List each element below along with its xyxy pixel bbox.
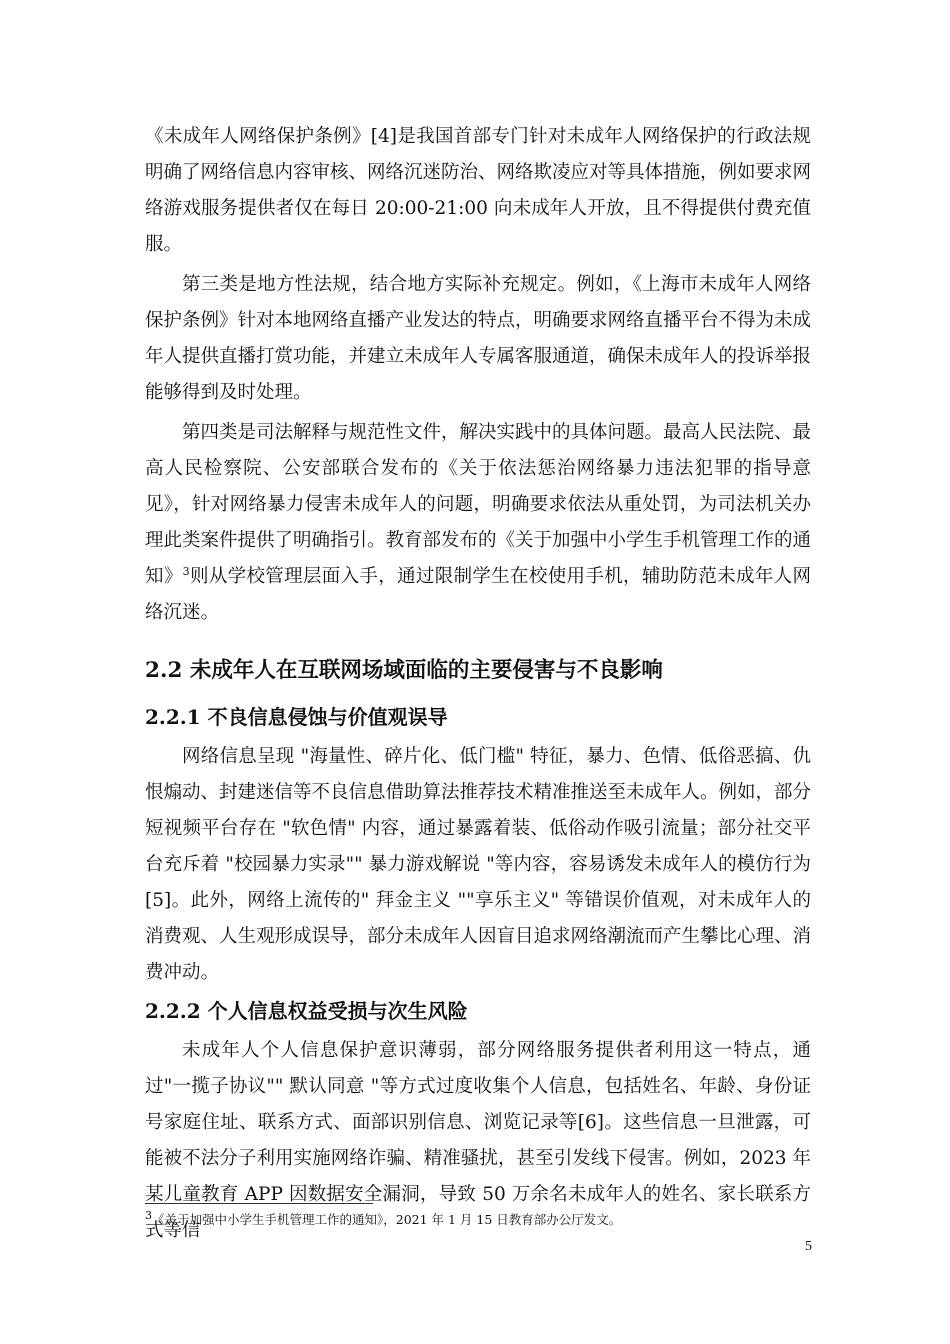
paragraph-personal-information: 未成年人个人信息保护意识薄弱，部分网络服务提供者利用这一特点，通过"一揽子协议"" 默认同意 "等方式过度收集个人信息，包括姓名、年龄、身份证号家庭住址、联系方式、面部识别信息、浏览记录等[6]。这些信息一旦泄露，可能被不法分子利用实施网络诈骗、精准骚扰，甚至引发线下侵害。例如，2023 年某儿童教育 APP 因数据安全漏洞，导致 50 万余名未成年人的姓名、家长联系方式等信 — [145, 1040, 811, 1241]
subsection-heading-2-2-2: 2.2.2 个人信息权益受损与次生风险 — [145, 999, 468, 1023]
paragraph-regulation-intro: 《未成年人网络保护条例》[4]是我国首部专门针对未成年人网络保护的行政法规明确了网络信息内容审核、网络沉迷防治、网络欺凌应对等具体措施，例如要求网络游戏服务提供者仅在每日 20:00-21:00 向未成年人开放，且不得提供付费充值服。 — [145, 126, 812, 255]
paragraph-judicial-interpretations — [145, 415, 811, 631]
footnote-reference: 3 — [182, 564, 190, 578]
page-number: 5 — [805, 1239, 812, 1254]
paragraph-harmful-information: 网络信息呈现 "海量性、碎片化、低门槛" 特征，暴力、色情、低俗恶搞、仇恨煽动、封建迷信等不良信息借助算法推荐技术精准推送至未成年人。例如，部分短视频平台存在 "软色情" 内容，通过暴露着装、低俗动作吸引流量；部分社交平台充斥着 "校园暴力实录"" 暴力游戏解说 "等内容，容易诱发未成年人的模仿行为[5]。此外，网络上流传的" 拜金主义 ""享乐主义" 等错误价值观，对未成年人的消费观、人生观形成误导，部分未成年人因盲目追求网络潮流而产生攀比心理、消费冲动。 — [145, 746, 812, 983]
footnote-marker: 3 — [145, 1208, 152, 1222]
paragraph-text-after-footnote: 则从学校管理层面入手，通过限制学生在校使用手机，辅助防范未成年人网络沉迷。 — [145, 566, 811, 623]
paragraph-text-before-footnote: 第四类是司法解释与规范性文件，解决实践中的具体问题。最高人民法院、最高人民检察院、公安部联合发布的《关于依法惩治网络暴力违法犯罪的指导意见》，针对网络暴力侵害未成年人的问题，明确要求依法从重处罚，为司法机关办理此类案件提供了明确指引。教育部发布的《关于加强中小学生手机管理工作的通知》 — [145, 422, 812, 587]
subsection-heading-2-2-1: 2.2.1 不良信息侵蚀与价值观误导 — [145, 705, 448, 729]
body-text — [145, 119, 811, 1249]
footnote-text: 《关于加强中小学生手机管理工作的通知》，2021 年 1 月 15 日教育部办公厅发文。 — [152, 1212, 622, 1227]
footnote-separator — [145, 1203, 373, 1204]
footnote — [145, 1208, 811, 1229]
paragraph-local-regulations: 第三类是地方性法规，结合地方实际补充规定。例如，《上海市未成年人网络保护条例》针对本地网络直播产业发达的特点，明确要求网络直播平台不得为未成年人提供直播打赏功能，并建立未成年人专属客服通道，确保未成年人的投诉举报能够得到及时处理。 — [145, 274, 812, 403]
section-heading-2-2: 2.2 未成年人在互联网场域面临的主要侵害与不良影响 — [145, 658, 663, 683]
